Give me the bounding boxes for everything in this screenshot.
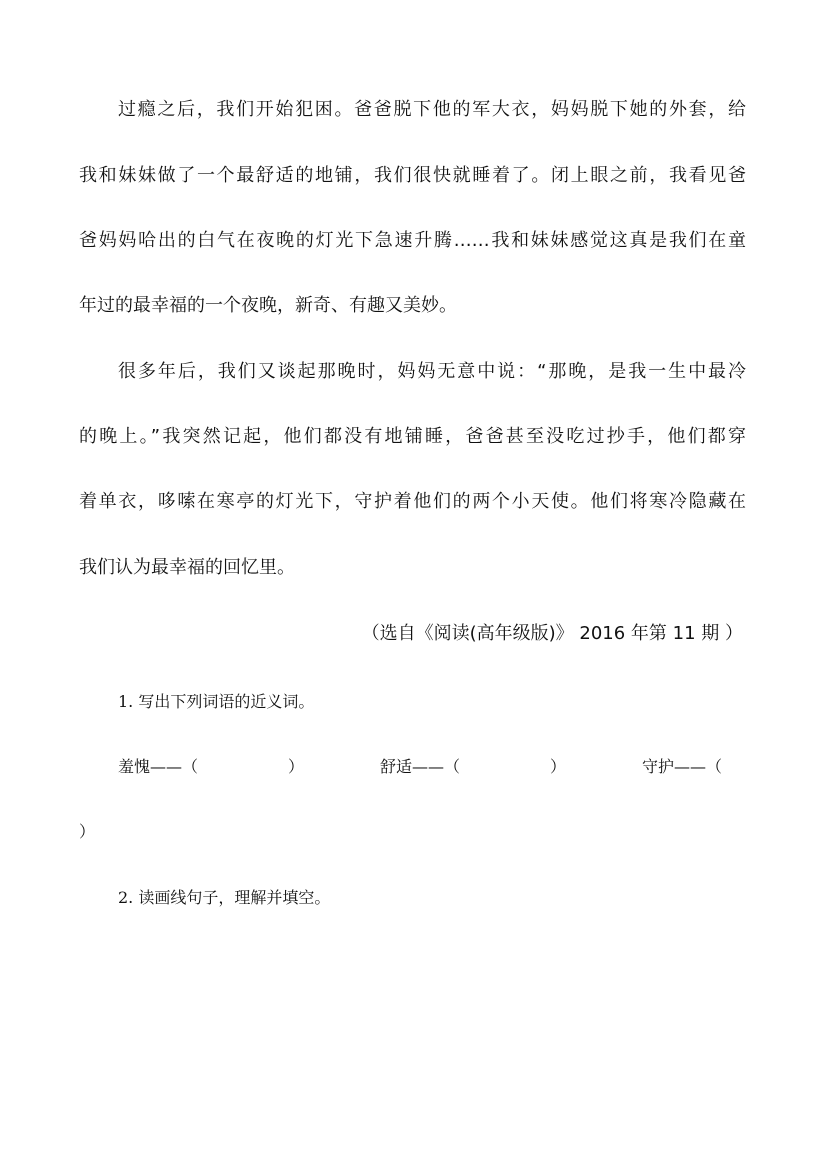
paragraph1-line3: 爸妈妈哈出的白气在夜晚的灯光下急速升腾……我和妹妹感觉这真是我们在童 — [79, 230, 746, 251]
question1-item3-word: 守护——（ — [642, 757, 723, 776]
paragraph2-line3: 着单衣，哆嗦在寒亭的灯光下，守护着他们的两个小天使。他们将寒冷隐藏在 — [79, 491, 746, 512]
paragraph2-line4: 我们认为最幸福的回忆里。 — [79, 557, 295, 578]
source-citation: （选自《阅读(高年级版)》 2016 年第 11 期 ） — [361, 623, 743, 644]
question1-item1-word: 羞愧——（ — [118, 757, 199, 776]
question1-item3-close: ） — [79, 822, 96, 841]
paragraph2-line1: 很多年后，我们又谈起那晚时，妈妈无意中说：“那晚，是我一生中最冷 — [118, 361, 746, 382]
question1-item2 — [380, 755, 566, 779]
paragraph1-line1: 过瘾之后，我们开始犯困。爸爸脱下他的军大衣，妈妈脱下她的外套，给 — [118, 99, 746, 120]
question1-prompt: 1. 写出下列词语的近义词。 — [118, 692, 315, 711]
paragraph2-line2: 的晚上。”我突然记起，他们都没有地铺睡，爸爸甚至没吃过抄手，他们都穿 — [79, 426, 746, 447]
question1-item3 — [642, 755, 722, 779]
question1-item1-close: ） — [288, 757, 305, 776]
paragraph1-line4: 年过的最幸福的一个夜晚，新奇、有趣又美妙。 — [79, 295, 457, 316]
question1-item1 — [118, 755, 304, 779]
question2-prompt: 2. 读画线句子，理解并填空。 — [118, 888, 331, 907]
question1-item2-close: ） — [550, 757, 567, 776]
paragraph1-line2: 我和妹妹做了一个最舒适的地铺，我们很快就睡着了。闭上眼之前，我看见爸 — [79, 165, 746, 186]
question1-item2-word: 舒适——（ — [380, 757, 461, 776]
